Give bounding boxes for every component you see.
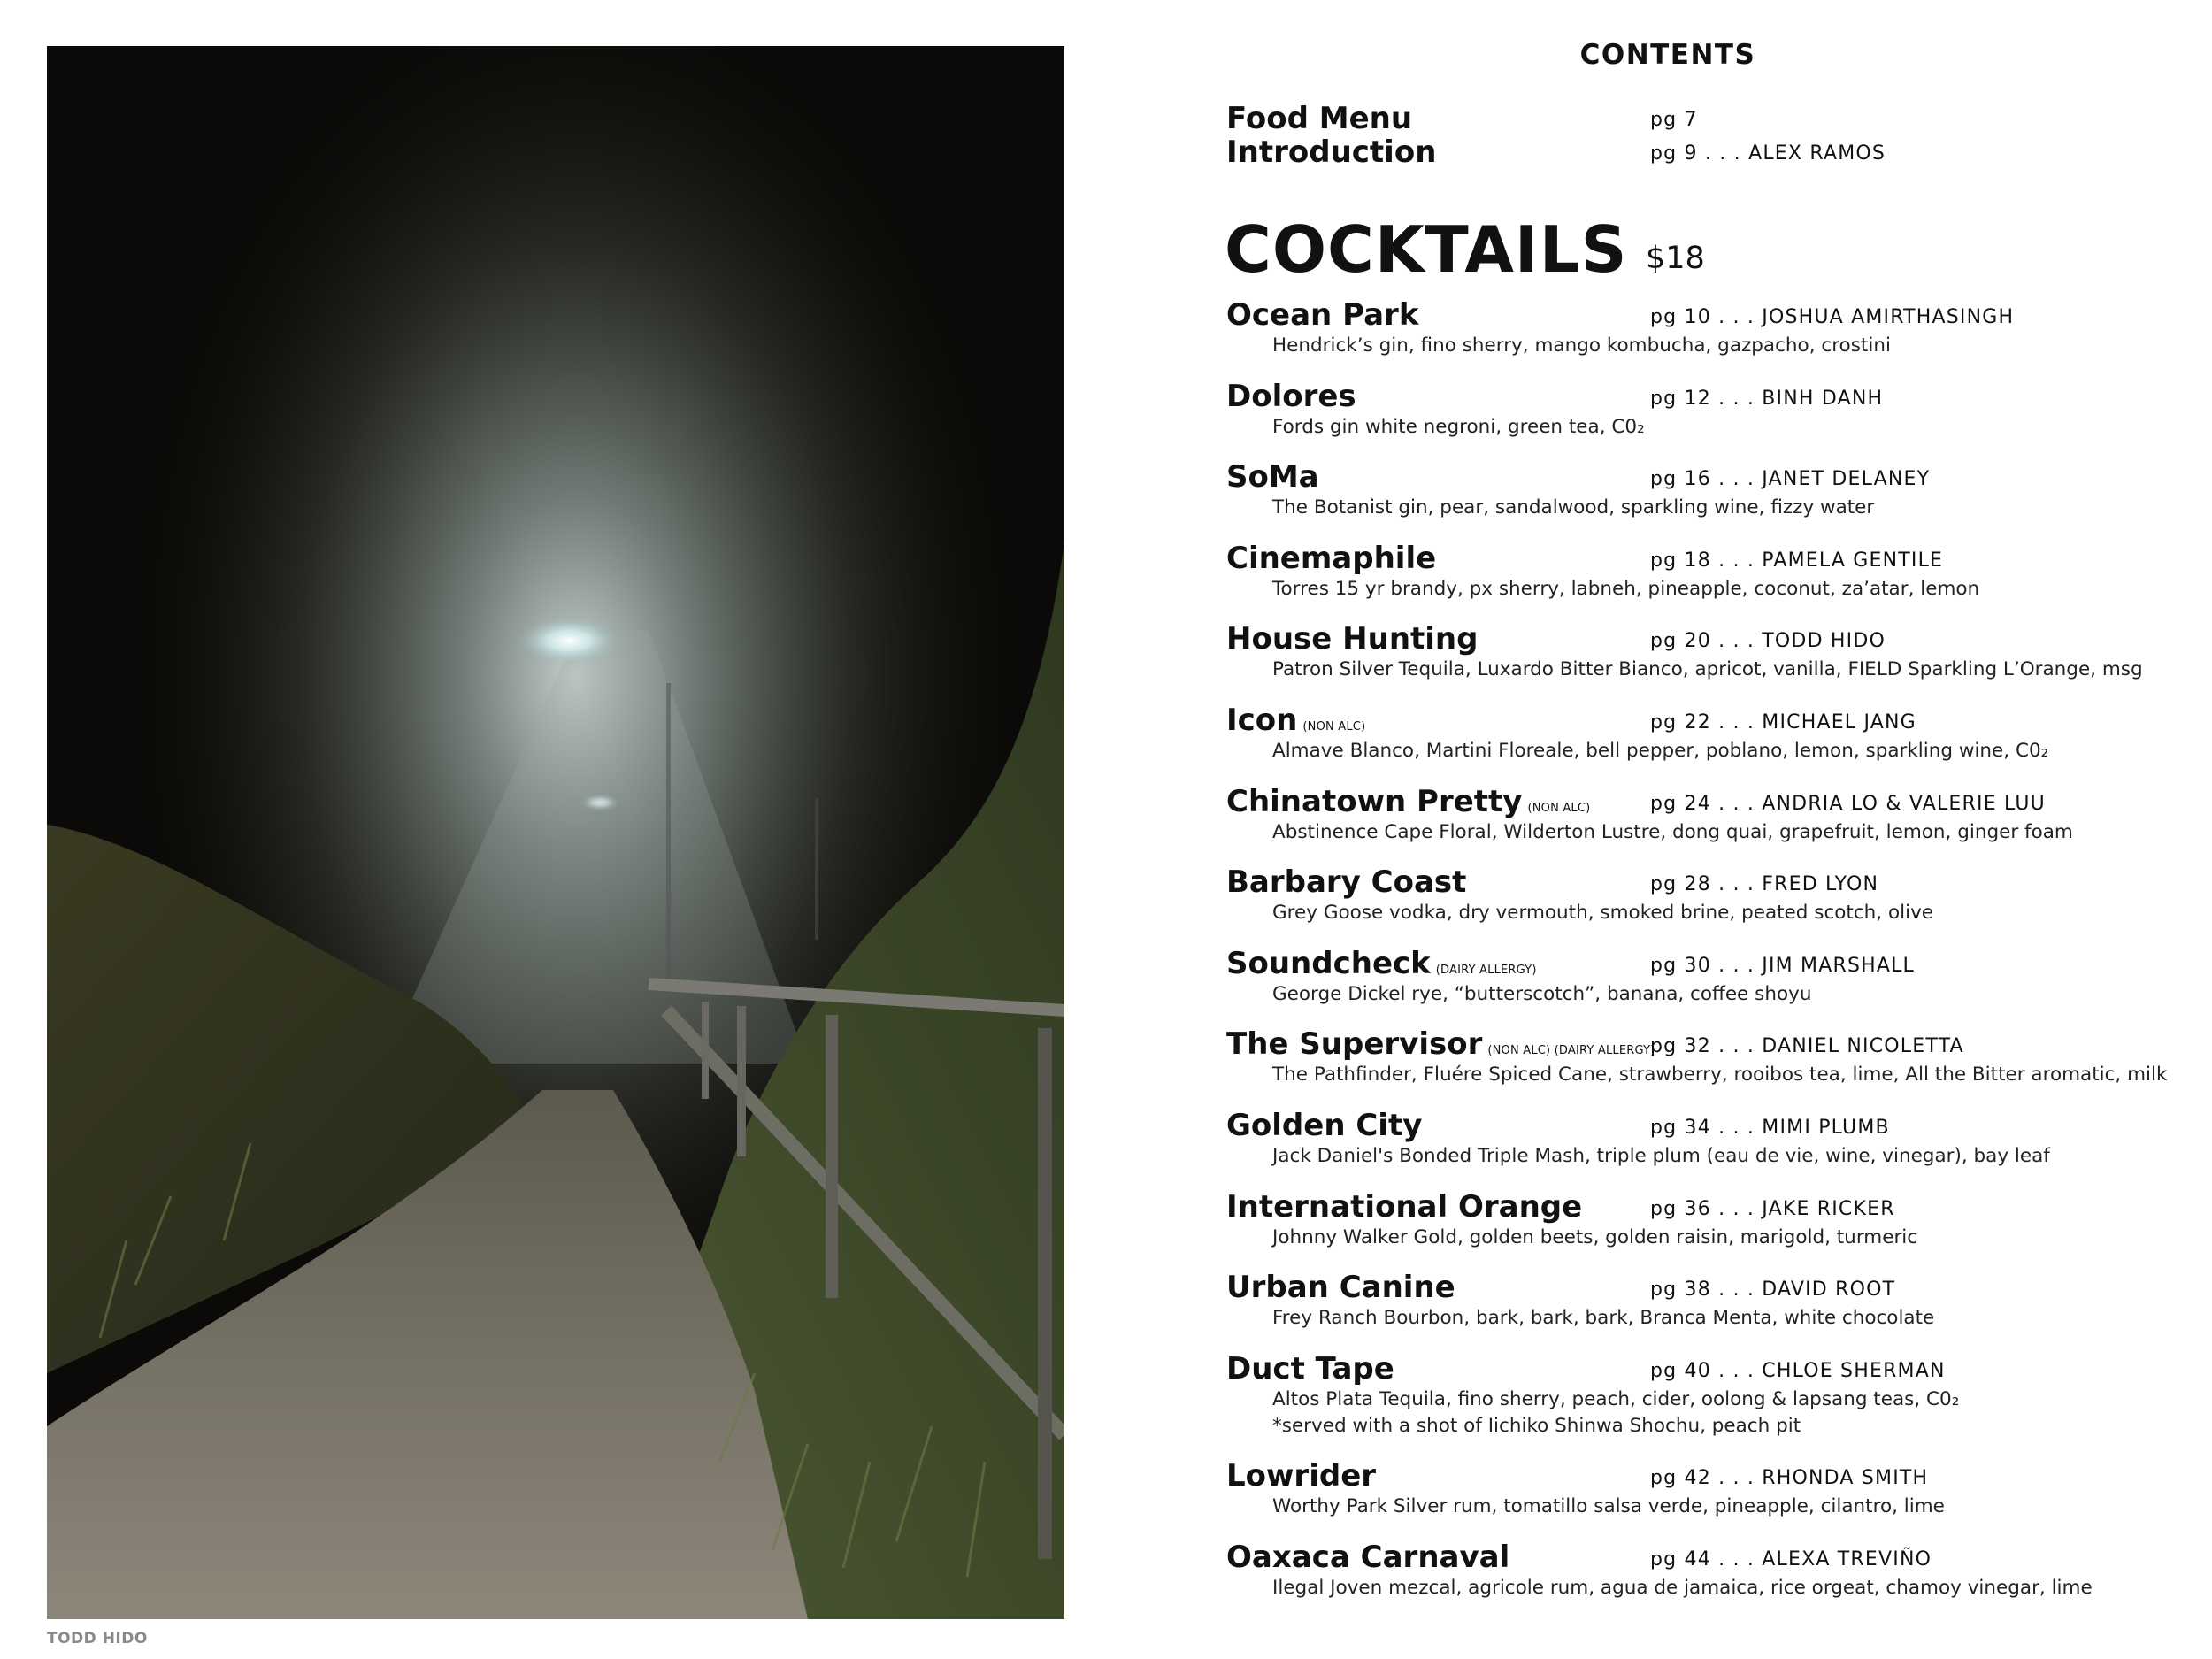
- cocktail-name: [1226, 1189, 1582, 1225]
- cocktail-description: Jack Daniel's Bonded Triple Mash, triple plum (eau de vie, wine, vinegar), bay leaf: [1272, 1145, 2050, 1167]
- cocktail-description: Hendrick’s gin, fino sherry, mango kombucha, gazpacho, crostini: [1272, 334, 1891, 357]
- cocktail-description: Ilegal Joven mezcal, agricole rum, agua de jamaica, rice orgeat, chamoy vinegar, lime: [1272, 1577, 2093, 1599]
- cocktail-description: George Dickel rye, “butterscotch”, banana, coffee shoyu: [1272, 982, 1812, 1005]
- cocktail-description: Grey Goose vodka, dry vermouth, smoked brine, peated scotch, olive: [1272, 902, 1934, 925]
- cocktail-title: International Orange: [1226, 1188, 1583, 1225]
- cocktails-heading: COCKTAILS: [1225, 212, 1628, 287]
- cover-photo: [47, 46, 1064, 1619]
- cocktail-name: [1226, 541, 1436, 576]
- cocktail-title: Barbary Coast: [1226, 864, 1467, 901]
- cocktail-page-ref: pg 16 . . . JANET DELANEY: [1650, 468, 1931, 491]
- cocktail-description: Almave Blanco, Martini Floreale, bell pepper, poblano, lemon, sparkling wine, C0₂: [1272, 740, 2049, 762]
- cocktail-page-ref: pg 10 . . . JOSHUA AMIRTHASINGH: [1650, 306, 2015, 328]
- cocktail-name: [1226, 621, 1478, 657]
- cocktail-description: Johnny Walker Gold, golden beets, golden raisin, marigold, turmeric: [1272, 1225, 1918, 1248]
- cocktail-title: Duct Tape: [1226, 1350, 1394, 1386]
- cocktail-description: Torres 15 yr brandy, px sherry, labneh, pineapple, coconut, za’atar, lemon: [1272, 577, 1980, 600]
- cocktail-name: [1226, 1108, 1422, 1143]
- front-matter-title: Food Menu: [1226, 101, 1413, 136]
- cocktail-title: Oaxaca Carnaval: [1226, 1540, 1510, 1575]
- cocktail-page-ref: pg 28 . . . FRED LYON: [1650, 873, 1879, 896]
- cocktail-page-ref: pg 38 . . . DAVID ROOT: [1650, 1279, 1896, 1302]
- cocktail-title: Chinatown Pretty: [1226, 783, 1523, 819]
- cocktail-page-ref: pg 24 . . . ANDRIA LO & VALERIE LUU: [1650, 792, 2046, 815]
- cocktail-name: [1226, 1351, 1394, 1386]
- cocktail-tags: (NON ALC): [1302, 720, 1366, 733]
- cocktail-description: Altos Plata Tequila, fino sherry, peach, cider, oolong & lapsang teas, C0₂: [1272, 1387, 1960, 1410]
- cocktail-title: Cinemaphile: [1226, 540, 1437, 576]
- cocktail-title: Golden City: [1226, 1108, 1423, 1143]
- cocktail-tags: (NON ALC): [1527, 801, 1591, 815]
- cocktail-page-ref: pg 18 . . . PAMELA GENTILE: [1650, 549, 1944, 572]
- cocktail-name: [1226, 946, 1537, 981]
- cocktail-description: Abstinence Cape Floral, Wilderton Lustre, dong quai, grapefruit, lemon, ginger foam: [1272, 820, 2073, 843]
- cocktail-description: Frey Ranch Bourbon, bark, bark, bark, Branca Menta, white chocolate: [1272, 1307, 1935, 1330]
- cocktail-name: [1226, 297, 1418, 333]
- cocktail-description: The Botanist gin, pear, sandalwood, sparkling wine, fizzy water: [1272, 496, 1875, 519]
- front-matter-page-ref: pg 7: [1650, 109, 1698, 131]
- cocktail-name: [1226, 703, 1365, 738]
- cocktail-name: [1226, 459, 1319, 495]
- cocktail-page-ref: pg 22 . . . MICHAEL JANG: [1650, 711, 1916, 733]
- cocktail-title: Urban Canine: [1226, 1270, 1455, 1306]
- foggy-night-stairway-photo-icon: [47, 46, 1064, 1619]
- cocktail-title: The Supervisor: [1226, 1026, 1483, 1063]
- cocktail-title: SoMa: [1226, 459, 1319, 495]
- cocktail-page-ref: pg 32 . . . DANIEL NICOLETTA: [1650, 1035, 1964, 1058]
- contents-title: CONTENTS: [1579, 39, 1756, 71]
- cocktail-description: The Pathfinder, Fluére Spiced Cane, strawberry, rooibos tea, lime, All the Bitter aromatic, milk: [1272, 1064, 2168, 1087]
- cocktail-page-ref: pg 36 . . . JAKE RICKER: [1650, 1197, 1895, 1220]
- cocktail-description: Fords gin white negroni, green tea, C0₂: [1272, 415, 1645, 438]
- cocktail-page-ref: pg 42 . . . RHONDA SMITH: [1650, 1467, 1929, 1490]
- cocktail-description: Worthy Park Silver rum, tomatillo salsa verde, pineapple, cilantro, lime: [1272, 1495, 1945, 1518]
- cocktails-price: $18: [1646, 241, 1705, 276]
- cocktail-note: *served with a shot of Iichiko Shinwa Shochu, peach pit: [1272, 1414, 1801, 1437]
- cocktail-name: [1226, 1540, 1509, 1575]
- front-matter-title: Introduction: [1226, 134, 1437, 170]
- cocktail-title: Dolores: [1226, 378, 1356, 414]
- cocktail-tags: (DAIRY ALLERGY): [1435, 963, 1537, 977]
- cocktail-page-ref: pg 44 . . . ALEXA TREVIÑO: [1650, 1548, 1932, 1571]
- cocktail-page-ref: pg 12 . . . BINH DANH: [1650, 387, 1884, 410]
- cocktail-tags: (NON ALC) (DAIRY ALLERGY): [1487, 1044, 1655, 1058]
- cocktail-name: [1226, 864, 1466, 900]
- cocktail-name: [1226, 379, 1356, 414]
- cocktail-name: [1226, 1458, 1376, 1494]
- cocktail-description: Patron Silver Tequila, Luxardo Bitter Bianco, apricot, vanilla, FIELD Sparkling L’Orange, msg: [1272, 658, 2143, 681]
- front-matter-page-ref: pg 9 . . . ALEX RAMOS: [1650, 142, 1886, 165]
- cocktail-title: Lowrider: [1226, 1458, 1377, 1494]
- cocktail-page-ref: pg 20 . . . TODD HIDO: [1650, 630, 1886, 653]
- cocktail-name: [1226, 784, 1590, 819]
- cocktail-name: [1226, 1270, 1455, 1305]
- cocktail-title: Ocean Park: [1226, 297, 1419, 333]
- cocktail-name: [1226, 1026, 1655, 1062]
- cocktail-title: Soundcheck: [1226, 945, 1431, 981]
- cocktail-page-ref: pg 40 . . . CHLOE SHERMAN: [1650, 1359, 1946, 1382]
- cocktail-page-ref: pg 30 . . . JIM MARSHALL: [1650, 954, 1916, 977]
- cocktail-title: House Hunting: [1226, 621, 1479, 657]
- cocktail-page-ref: pg 34 . . . MIMI PLUMB: [1650, 1117, 1890, 1139]
- cocktail-title: Icon: [1226, 703, 1298, 738]
- photo-credit: TODD HIDO: [47, 1630, 148, 1647]
